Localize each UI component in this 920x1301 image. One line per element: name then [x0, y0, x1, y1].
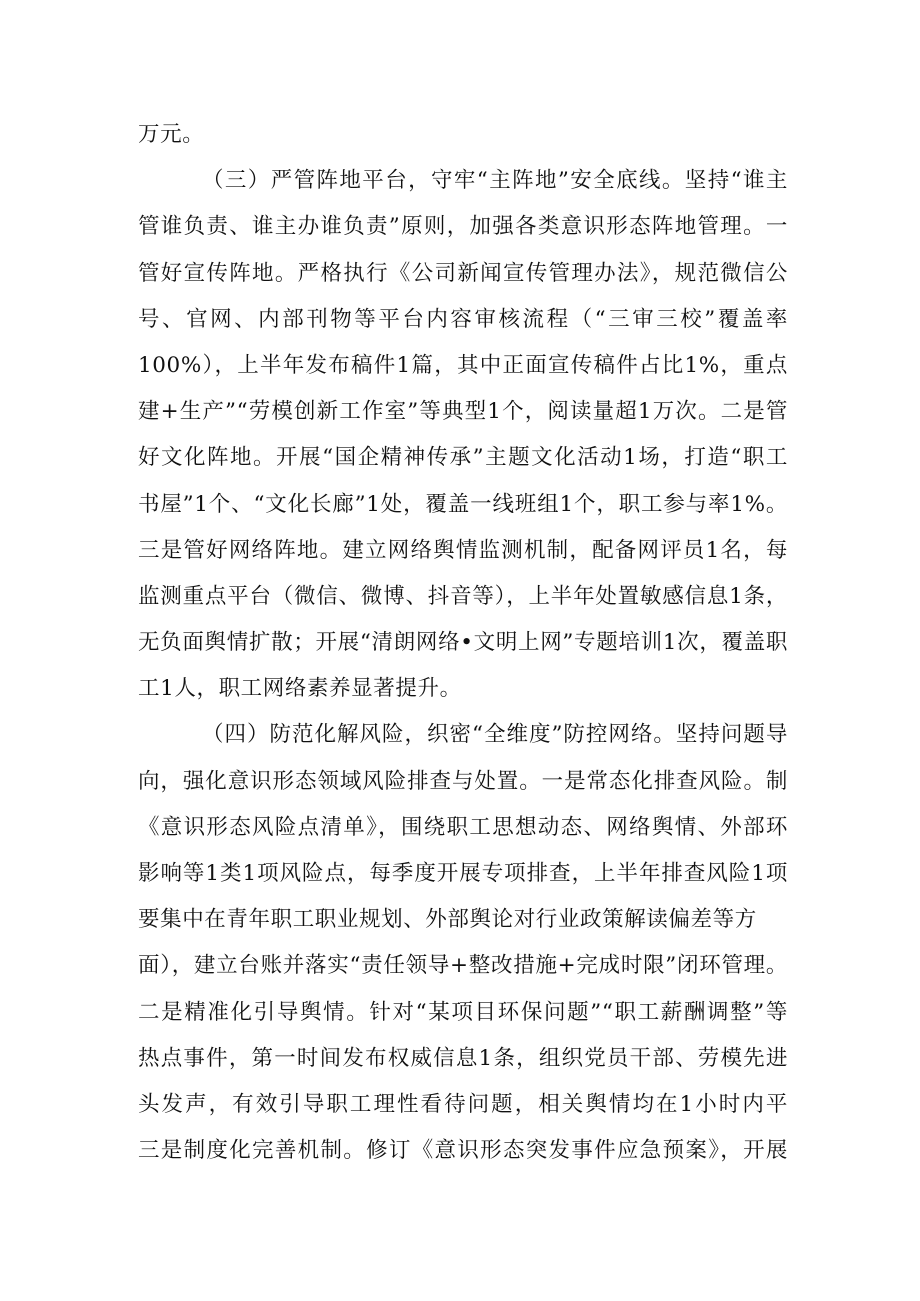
text-line: 影响等1类1项风险点，每季度开展专项排查，上半年排查风险1项	[138, 861, 788, 886]
text-line: 管谁负责、谁主办谁负责”原则，加强各类意识形态阵地管理。一	[138, 214, 788, 240]
text-line: 要集中在青年职工职业规划、外部舆论对行业政策解读偏差等方	[138, 907, 757, 933]
text-line: 三是制度化完善机制。修订《意识形态突发事件应急预案》，开展	[138, 1138, 788, 1164]
text-line: 《意识形态风险点清单》，围绕职工思想动态、网络舆情、外部环	[138, 814, 788, 840]
text-line: （三）严管阵地平台，守牢“主阵地”安全底线。坚持“谁主	[202, 168, 788, 194]
text-line: 万元。	[138, 122, 205, 147]
text-line: 二是精准化引导舆情。针对“某项目环保问题”“职工薪酬调整”等	[138, 999, 788, 1025]
text-line: 头发声，有效引导职工理性看待问题，相关舆情均在1小时内平	[138, 1091, 788, 1117]
text-line: 管好宣传阵地。严格执行《公司新闻宣传管理办法》，规范微信公	[138, 260, 788, 286]
text-line: 好文化阵地。开展“国企精神传承”主题文化活动1场，打造“职工	[138, 445, 788, 471]
text-line: 向，强化意识形态领域风险排查与处置。一是常态化排查风险。制	[138, 768, 788, 794]
text-line: 监测重点平台（微信、微博、抖音等），上半年处置敏感信息1条，	[138, 583, 788, 609]
text-line: 三是管好网络阵地。建立网络舆情监测机制，配备网评员1名，每	[138, 537, 788, 563]
text-line: 无负面舆情扩散；开展“清朗网络•文明上网”专题培训1次，覆盖职	[138, 630, 788, 656]
text-line: 书屋”1个、“文化长廊”1处，覆盖一线班组1个，职工参与率1%。	[138, 491, 788, 517]
text-line: 建+生产”“劳模创新工作室”等典型1个，阅读量超1万次。二是管	[138, 399, 788, 425]
text-line: 热点事件，第一时间发布权威信息1条，组织党员干部、劳模先进	[138, 1045, 788, 1071]
text-line: 100%），上半年发布稿件1篇，其中正面宣传稿件占比1%，重点	[138, 352, 788, 378]
text-line: （四）防范化解风险，织密“全维度”防控网络。坚持问题导	[202, 722, 788, 748]
text-line: 号、官网、内部刊物等平台内容审核流程（“三审三校”覆盖率	[138, 306, 788, 332]
body-text	[138, 112, 788, 1174]
text-line: 面），建立台账并落实“责任领导+整改措施+完成时限”闭环管理。	[138, 953, 788, 979]
text-line: 工1人，职工网络素养显著提升。	[138, 676, 462, 702]
